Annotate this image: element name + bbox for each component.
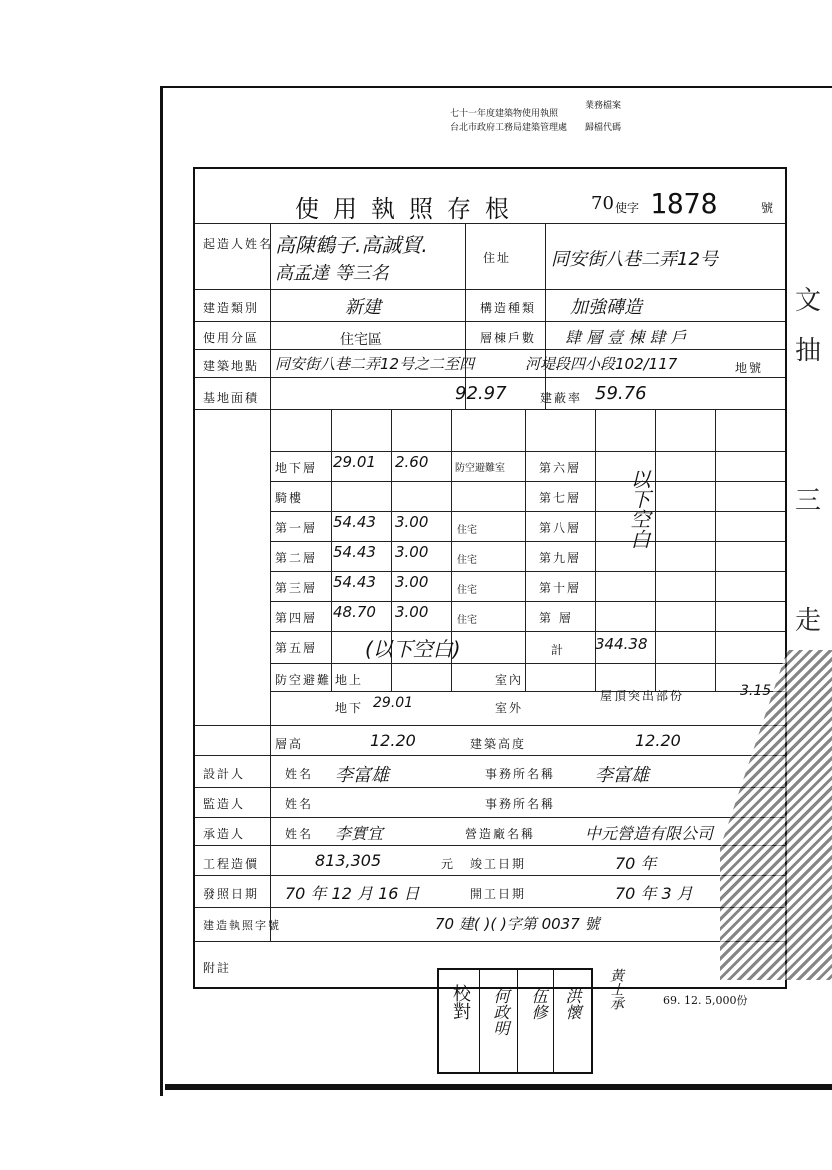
height-label: 層高: [275, 737, 304, 751]
designer-name-label: 姓名: [285, 767, 314, 781]
bldg-height-label: 建築高度: [470, 737, 527, 751]
review-stamp: [437, 968, 593, 1074]
coverage-value: 59.76: [595, 383, 647, 404]
stamp-line4: 歸檔代碼: [585, 123, 622, 133]
zone-value: 住宅區: [340, 332, 382, 348]
contractor-label: 承造人: [203, 827, 246, 841]
structure-value: 加強磚造: [570, 297, 642, 318]
floor-height-2: 3.00: [395, 513, 429, 531]
lot-label: 地號: [735, 361, 764, 375]
builder-label: 起造人姓名: [203, 237, 274, 251]
license-stub-form: [193, 167, 787, 989]
permit-label: 建造執照字號: [203, 919, 281, 932]
designer-office: 李富雄: [595, 765, 649, 786]
done-value: 70 年: [615, 854, 657, 873]
supervisor-name-label: 姓名: [285, 797, 314, 811]
floor-label-4: 第三層: [275, 581, 318, 595]
floor-height-3: 3.00: [395, 543, 429, 561]
archive-stamp: [450, 100, 670, 150]
address-label: 住址: [483, 251, 512, 265]
floor-label-1: 騎樓: [275, 491, 304, 505]
height-value: 12.20: [370, 731, 416, 750]
builder-value2: 高孟達 等三名: [275, 263, 389, 284]
floor-height-5: 3.00: [395, 603, 429, 621]
review-c4: 黃士承: [608, 968, 624, 1010]
edge-mark-4: 走: [795, 606, 822, 636]
supervisor-office-label: 事務所名稱: [485, 797, 556, 811]
fifth-floor-note: (以下空白): [365, 637, 461, 661]
upper-floor-9: 第九層: [539, 551, 582, 565]
floor-area-2: 54.43: [333, 513, 376, 531]
floor-use-2: 住宅: [457, 525, 477, 536]
shelter-above: 地上: [335, 673, 364, 687]
floor-height-0: 2.60: [395, 453, 429, 471]
remark-label: 附註: [203, 961, 232, 975]
shelter-label: 防空避難: [275, 673, 332, 687]
stamp-line1: 七十一年度建築物使用執照: [450, 109, 559, 119]
category-value: 新建: [345, 297, 381, 318]
floor-use-3: 住宅: [457, 555, 477, 566]
review-left: 校對: [450, 984, 471, 1020]
floor-use-5: 住宅: [457, 615, 477, 626]
designer-label: 設計人: [203, 767, 246, 781]
issue-value: 70 年 12 月 16 日: [285, 884, 420, 903]
cost-label: 工程造價: [203, 857, 260, 871]
license-number: 1878: [650, 187, 718, 220]
floor-label-2: 第一層: [275, 521, 318, 535]
bottom-rule: [165, 1084, 832, 1090]
contractor-name-label: 姓名: [285, 827, 314, 841]
floor-label-5: 第四層: [275, 611, 318, 625]
roof-value: 3.15: [740, 683, 772, 699]
area-label: 基地面積: [203, 391, 260, 405]
license-type: 使字: [615, 201, 640, 215]
contractor-firm-label: 營造廠名稱: [465, 827, 536, 841]
review-c2: 伍修: [529, 988, 548, 1020]
total-label: 計: [551, 643, 566, 657]
contractor-firm: 中元營造有限公司: [585, 824, 714, 843]
upper-floor-10: 第十層: [539, 581, 582, 595]
upper-floor-8: 第八層: [539, 521, 582, 535]
bldg-height-value: 12.20: [635, 731, 681, 750]
roof-label: 屋頂突出部份: [600, 689, 685, 703]
site-label: 建築地點: [203, 359, 260, 373]
floor-area-3: 54.43: [333, 543, 376, 561]
upper-floor-n: 第 層: [539, 611, 573, 625]
done-label: 竣工日期: [470, 857, 527, 871]
license-suffix: 號: [761, 201, 774, 215]
void-note: 以下空白: [627, 469, 651, 549]
floor-use-4: 住宅: [457, 585, 477, 596]
issue-label: 發照日期: [203, 887, 260, 901]
floor-use-0: 防空避難室: [455, 463, 505, 474]
floor-label-0: 地下層: [275, 461, 318, 475]
edge-mark-2: 抽: [795, 336, 822, 366]
address-value: 同安街八巷二弄12号: [551, 249, 718, 270]
area-value: 92.97: [455, 383, 507, 404]
printer-note: 69. 12. 5,000份: [663, 994, 748, 1007]
zone-label: 使用分區: [203, 331, 260, 345]
upper-floor-6: 第六層: [539, 461, 582, 475]
shelter-below-value: 29.01: [373, 695, 414, 711]
lot-value: 河堤段四小段102/117: [525, 355, 678, 373]
designer-name: 李富雄: [335, 765, 389, 786]
floor-area-5: 48.70: [333, 603, 376, 621]
site-value: 同安街八巷二弄12号之二至四: [275, 355, 475, 373]
review-c1: 何政明: [491, 988, 510, 1036]
coverage-label: 建蔽率: [540, 391, 583, 405]
cost-value: 813,305: [315, 851, 382, 870]
upper-floor-7: 第七層: [539, 491, 582, 505]
parking-in: 室內: [495, 673, 524, 687]
designer-office-label: 事務所名稱: [485, 767, 556, 781]
floor-label-3: 第二層: [275, 551, 318, 565]
floor-area-0: 29.01: [333, 453, 376, 471]
shelter-below: 地下: [335, 701, 364, 715]
edge-mark-1: 文: [795, 286, 822, 316]
license-prefix: 70: [591, 193, 614, 214]
units-value: 肆 層 壹 棟 肆 戶: [565, 328, 687, 347]
form-title: 使用執照存根: [295, 195, 523, 223]
start-value: 70 年 3 月: [615, 884, 693, 903]
edge-mark-3: 三: [795, 486, 822, 516]
review-c3: 洪懷: [563, 988, 582, 1020]
floor-height-4: 3.00: [395, 573, 429, 591]
stamp-line2: 台北市政府工務局建築管理處: [450, 123, 568, 133]
floor-area-4: 54.43: [333, 573, 376, 591]
units-label: 層棟戶數: [480, 331, 537, 345]
contractor-name: 李實宜: [335, 824, 384, 843]
parking-out: 室外: [495, 701, 524, 715]
stamp-line3: 業務檔案: [585, 101, 622, 111]
structure-label: 構造種類: [480, 301, 537, 315]
supervisor-label: 監造人: [203, 797, 246, 811]
total-value: 344.38: [595, 635, 648, 653]
category-label: 建造類別: [203, 301, 260, 315]
permit-value: 70 建( )( )字第 0037 號: [435, 915, 600, 933]
start-label: 開工日期: [470, 887, 527, 901]
builder-value: 高陳鶴子.高誠貿.: [275, 233, 428, 257]
fifth-floor-label: 第五層: [275, 641, 318, 655]
cost-unit: 元: [441, 857, 456, 871]
